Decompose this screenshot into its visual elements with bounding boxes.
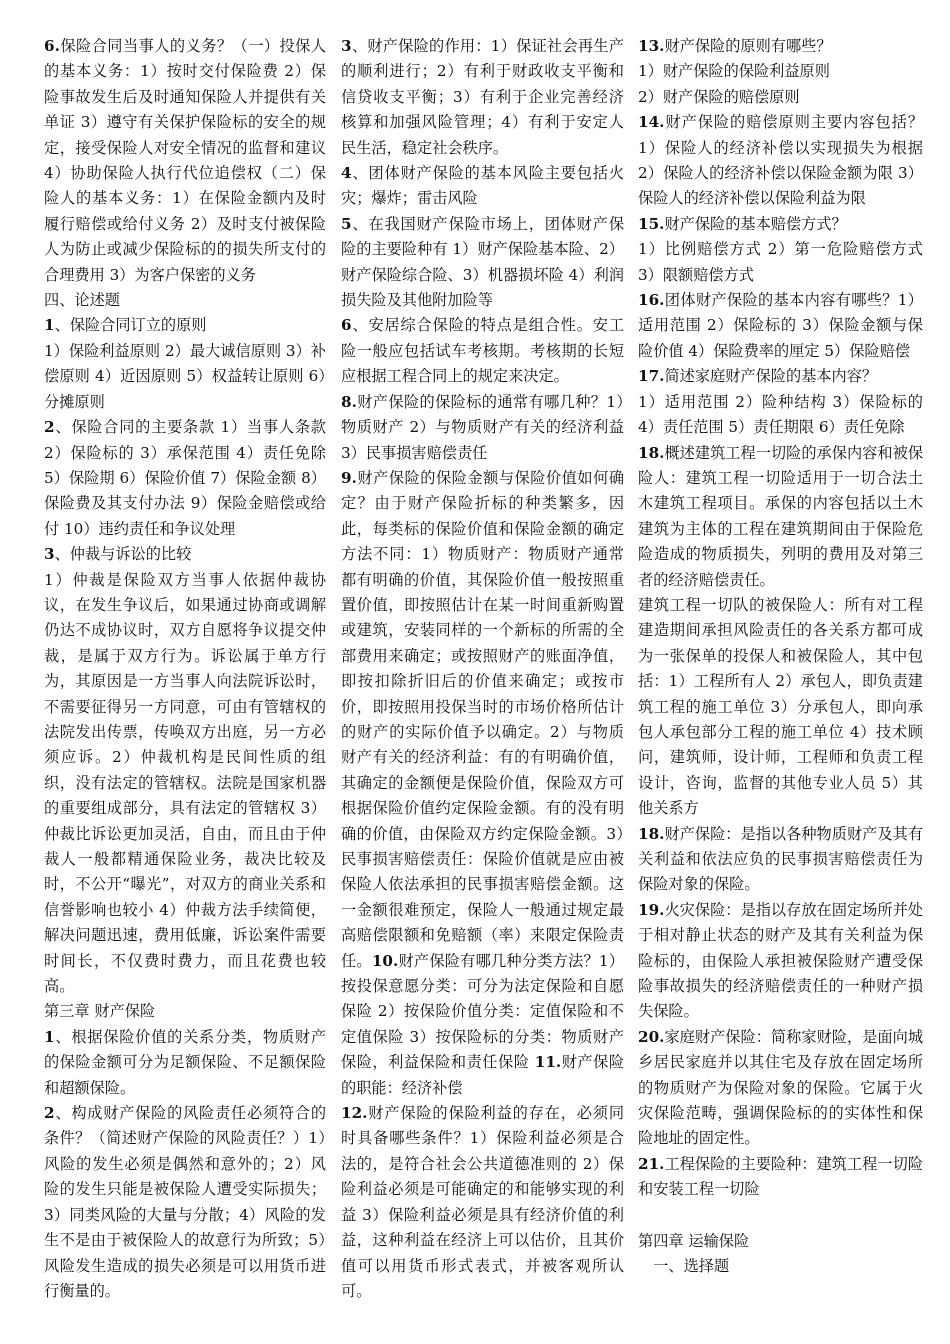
item-number: 21. [638, 1154, 665, 1173]
paragraph [638, 441, 923, 593]
paragraph [638, 288, 923, 364]
paragraph [44, 542, 326, 567]
item-number: 1 [44, 1027, 55, 1046]
item-number: 15. [638, 214, 665, 233]
paragraph [44, 568, 326, 1000]
paragraph-text: 建筑工程一切队的被保险人：所有对工程建造期间承担风险责任的各关系方都可成为一张保单的投保人和被保险人，其中包括：1）工程所有人 2）承包人，即负责建筑工程的施工单位 3）分承包人，即向承包人承包部分工程的施工单位 4）技术顾问，建筑师，设计师，工程师和负责工程设计，咨询，监督的其他专业人员 5）其他关系方 [638, 595, 923, 818]
item-number: 18. [638, 824, 665, 843]
paragraph [638, 1254, 923, 1279]
paragraph-text: 、保险合同的主要条款 1）当事人条款 2）保险标的 3）承保范围 4）责任免除 5）保险期 6）保险价值 7）保险金额 8）保险费及其支付办法 9）保险金赔偿或给付 10）违约责任和争议处理 [44, 418, 326, 538]
paragraph [638, 364, 923, 389]
item-number: 18. [638, 443, 665, 462]
paragraph [638, 212, 923, 237]
paragraph [44, 34, 326, 288]
column-left [44, 34, 326, 1304]
paragraph-text: 1）比例赔偿方式 2）第一危险赔偿方式 3）限额赔偿方式 [638, 240, 923, 284]
paragraph-text: 工程保险的主要险种：建筑工程一切险和安装工程一切险 [638, 1154, 923, 1199]
paragraph [638, 822, 923, 898]
paragraph-text: 财产保险：是指以各种物质财产及其有关利益和依法应负的民事损害赔偿责任为保险对象的保险。 [638, 824, 923, 894]
paragraph [341, 161, 624, 212]
paragraph [44, 288, 326, 313]
paragraph-text: 家庭财产保险：简称家财险，是面向城乡居民家庭并以其住宅及存放在固定场所的物质财产为保险对象的保险。它属于火灾保险范畴，强调保险标的的实体性和保险地址的固定性。 [638, 1027, 923, 1148]
item-number: 3 [44, 545, 55, 564]
paragraph-text: 简述家庭财产保险的基本内容？ [664, 367, 878, 386]
item-number: 3 [341, 37, 352, 55]
paragraph [638, 110, 923, 212]
paragraph [638, 1229, 923, 1254]
item-number: 6. [44, 37, 60, 55]
paragraph [341, 313, 624, 389]
paragraph [638, 390, 923, 441]
paragraph [44, 339, 326, 415]
paragraph-text: 2）财产保险的赔偿原则 [638, 87, 800, 106]
paragraph-text: 团体财产保险的基本内容有哪些？1）适用范围 2）保险标的 3）保险金额与保险价值 4）保险费率的厘定 5）保险赔偿 [638, 291, 923, 360]
paragraph-text: 、安居综合保险的特点是组合性。安工险一般应包括试车考核期。考核期的长短应根据工程合同上的规定来决定。 [341, 316, 624, 386]
item-number: 2 [44, 418, 55, 437]
paragraph [44, 999, 326, 1024]
item-number: 17. [638, 367, 665, 386]
paragraph [638, 593, 923, 822]
paragraph [638, 1152, 923, 1203]
item-number: 2 [44, 1104, 55, 1123]
paragraph [341, 1101, 624, 1304]
item-number: 19. [638, 900, 665, 919]
item-number: 20. [638, 1027, 665, 1046]
paragraph-text: 1）保险利益原则 2）最大诚信原则 3）补偿原则 4）近因原则 5）权益转让原则 6）分摊原则 [44, 341, 326, 411]
paragraph [341, 34, 624, 161]
paragraph [341, 466, 624, 1101]
item-number: 16. [638, 291, 665, 310]
paragraph-text: 、仲裁与诉讼的比较 [54, 545, 192, 564]
paragraph-text: 概述建筑工程一切险的承保内容和被保险人：建筑工程一切险适用于一切合法土木建筑工程项目。承保的内容包括以土木建筑为主体的工程在建筑期间由于保险危险造成的物质损失，列明的费用及对第三者的经济赔偿责任。 [638, 443, 923, 589]
item-number: 8. [341, 392, 357, 411]
item-number: 6 [341, 316, 352, 335]
paragraph [44, 313, 326, 338]
paragraph-text: 财产保险的保险金额与保险价值如何确定？由于财产保险折标的种类繁多，因此，每类标的保险价值和保险金额的确定方法不同：1）物质财产：物质财产通常都有明确的价值，其保险价值一般按照重置价值，即按照估计在某一时间重新购置或建筑，安装同样的一个新标的所需的全部费用来确定；或按照财产的账面净值，即按扣除折旧后的价值来确定；或按市价，即按照用投保当时的市场价格所估计的财产的实际价值予以确定。2）与物质财产有关的经济利益：有的有明确价值，其确定的金额便是保险价值，保险双方可根据保险价值约定保险金额。有的没有明确的价值，由保险双方约定保险金额。3）民事损害赔偿责任：保险价值就是应由被保险人依法承担的民事损害赔偿金额。这一金额很难预定，保险人一般通过规定最高赔偿限额和免赔额（率）来限定保险责任。10.财产保险有哪几种分类方法？1）按投保意愿分类：可分为法定保险和自愿保险 2）按保险价值分类：定值保险和不定值保险 3）按保险标的分类：物质财产保险，利益保险和责任保险 11.财产保险的职能：经济补偿 [341, 468, 625, 1097]
paragraph [638, 1025, 923, 1152]
paragraph-text: 1）仲裁是保险双方当事人依据仲裁协议，在发生争议后，如果通过协商或调解仍达不成协议时，双方自愿将争议提交仲裁，是属于双方行为。诉讼属于单方行为，其原因是一方当事人向法院诉讼时，不需要征得另一方同意，可由有管辖权的法院发出传票，传唤双方出庭，另一方必须应诉。2）仲裁机构是民间性质的组织，没有法定的管辖权。法院是国家机器的重要组成部分，具有法定的管辖权 3）仲裁比诉讼更加灵活，自由，而且由于仲裁人一般都精通保险业务，裁决比较及时，不公开“曝光”，对双方的商业关系和信誉影响也较小 4）仲裁方法手续简便，解决问题迅速，费用低廉，诉讼案件需要时间长，不仅费时费力，而且花费也较高。 [44, 570, 326, 996]
column-right [638, 34, 923, 1280]
item-number: 12. [341, 1104, 368, 1123]
item-number: 13. [638, 37, 665, 55]
paragraph [341, 390, 624, 466]
paragraph-text: 火灾保险：是指以存放在固定场所并处于相对静止状态的财产及其有关利益为保险标的，由保险人承担被保险财产遭受保险事故损失的经济赔偿责任的一种财产损失保险。 [638, 900, 923, 1021]
paragraph-text: 、保险合同订立的原则 [54, 316, 207, 335]
paragraph-text: 财产保险的基本赔偿方式？ [664, 214, 847, 233]
item-number: 14. [638, 113, 665, 132]
item-number: 5 [341, 214, 352, 233]
item-number: 9. [341, 468, 357, 487]
paragraph-text: 一、选择题 [638, 1257, 730, 1276]
paragraph-gap [638, 1203, 923, 1229]
paragraph-text: 、根据保险价值的关系分类，物质财产的保险金额可分为足额保险、不足额保险和超额保险。 [44, 1027, 326, 1097]
column-middle [341, 34, 624, 1304]
paragraph [44, 1025, 326, 1101]
paragraph-text: 1）财产保险的保险利益原则 [638, 62, 830, 81]
paragraph-text: 保险合同当事人的义务？（一）投保人的基本义务：1）按时交付保险费 2）保险事故发生后及时通知保险人并提供有关单证 3）遵守有关保护保险标的安全的规定，接受保险人对安全情况的监督和建议 4）协助保险人执行代位追偿权（二）保险人的基本义务：1）在保险金额内及时履行赔偿或给付义务 2）及时支付被保险人为防止或减少保险标的的损失所支付的合理费用 3）为客户保密的义务 [44, 37, 326, 284]
paragraph [44, 415, 326, 542]
paragraph-text: 四、论述题 [44, 291, 120, 310]
paragraph [44, 1101, 326, 1304]
paragraph-text: 、团体财产保险的基本风险主要包括火灾；爆炸；雷击风险 [341, 164, 624, 208]
paragraph [638, 34, 923, 59]
paragraph-text: 1）适用范围 2）险种结构 3）保险标的 4）责任范围 5）责任期限 6）责任免除 [638, 392, 923, 437]
paragraph-text: 、在我国财产保险市场上，团体财产保险的主要险种有 1）财产保险基本险、2）财产保险综合险、3）机器损坏险 4）利润损失险及其他附加险等 [341, 214, 624, 310]
paragraph-text: 、财产保险的作用：1）保证社会再生产的顺利进行；2）有利于财政收支平衡和信贷收支平衡；3）有利于企业完善经济核算和加强风险管理；4）有利于安定人民生活，稳定社会秩序。 [341, 37, 624, 157]
paragraph-text: 财产保险的赔偿原则主要内容包括？1）保险人的经济补偿以实现损失为根据 2）保险人的经济补偿以保险金额为限 3）保险人的经济补偿以保险利益为限 [638, 113, 923, 208]
paragraph-text: 第四章 运输保险 [638, 1231, 750, 1250]
paragraph-text: 、构成财产保险的风险责任必须符合的条件？（简述财产保险的风险责任？）1）风险的发生必须是偶然和意外的；2）风险的发生只能是被保险人遭受实际损失；3）同类风险的大量与分散；4）风险的发生不是由于被保险人的故意行为所致；5）风险发生造成的损失必须是可以用货币进行衡量的。 [44, 1104, 326, 1300]
paragraph-text: 财产保险的保险标的通常有哪几种？1）物质财产 2）与物质财产有关的经济利益 3）民事损害赔偿责任 [341, 392, 624, 462]
paragraph [638, 898, 923, 1025]
paragraph-text: 财产保险的原则有哪些？ [664, 37, 832, 55]
paragraph [341, 212, 624, 314]
paragraph [638, 237, 923, 288]
item-number: 4 [341, 164, 352, 183]
paragraph [638, 59, 923, 84]
item-number: 1 [44, 316, 55, 335]
paragraph-text: 财产保险的保险利益的存在，必须同时具备哪些条件？1）保险利益必须是合法的，是符合社会公共道德准则的 2）保险利益必须是可能确定的和能够实现的利益 3）保险利益必须是具有经济价值的利益，这种利益在经济上可以估价，且其价值可以用货币形式表式，并被客观所认可。 [341, 1104, 624, 1300]
paragraph [638, 85, 923, 110]
paragraph-text: 第三章 财产保险 [44, 1002, 156, 1021]
